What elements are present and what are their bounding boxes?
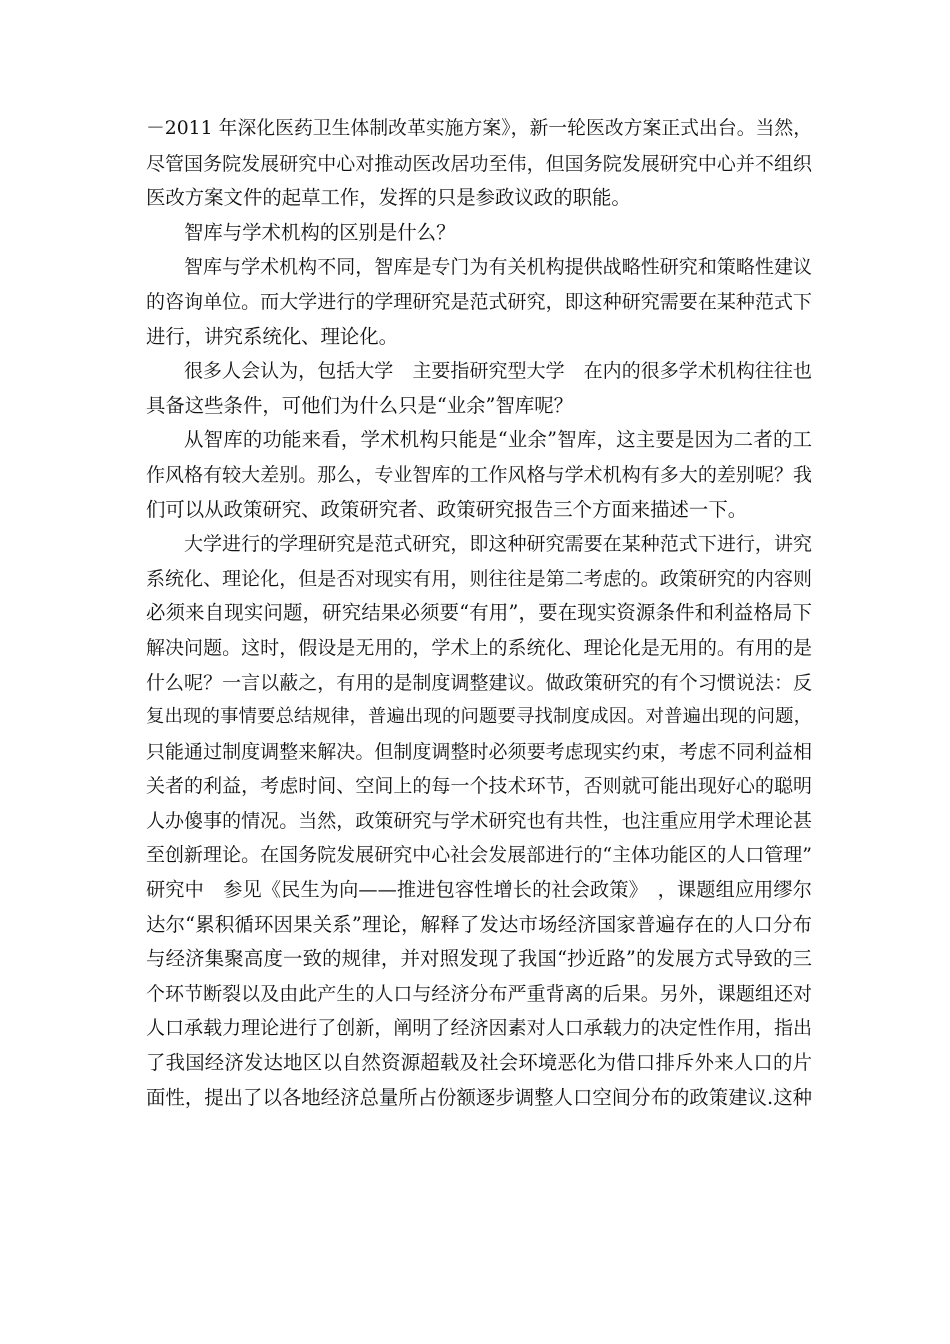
text-line: 人办傻事的情况。当然，政策研究与学术研究也有共性，也注重应用学术理论甚 <box>146 809 812 832</box>
text-line: 的咨询单位。而大学进行的学理研究是范式研究，即这种研究需要在某种范式下 <box>146 290 812 313</box>
paragraph <box>146 250 812 354</box>
text-line: 医改方案文件的起草工作，发挥的只是参政议政的职能。 <box>146 186 631 210</box>
text-line: 具备这些条件，可他们为什么只是“业余”智库呢？ <box>146 393 574 417</box>
text-line: 了我国经济发达地区以自然资源超载及社会环境恶化为借口排斥外来人口的片 <box>146 1051 812 1075</box>
text-line: 个环节断裂以及由此产生的人口与经济分布严重背离的后果。另外，课题组还对 <box>146 982 812 1005</box>
text-line: 系统化、理论化，但是否对现实有用，则往往是第二考虑的。政策研究的内容则 <box>146 567 812 590</box>
text-line: 人口承载力理论进行了创新，阐明了经济因素对人口承载力的决定性作用，指出 <box>146 1017 812 1040</box>
paragraph <box>146 527 812 1115</box>
text-line: 尽管国务院发展研究中心对推动医改居功至伟，但国务院发展研究中心并不组织 <box>146 152 812 175</box>
text-line: 达尔“累积循环因果关系”理论，解释了发达市场经济国家普遍存在的人口分布 <box>146 912 812 936</box>
text-line: 只能通过制度调整来解决。但制度调整时必须要考虑现实约束，考虑不同利益相 <box>146 740 812 763</box>
paragraph <box>146 354 812 423</box>
text-line: 从智库的功能来看，学术机构只能是“业余”智库，这主要是因为二者的工 <box>184 428 812 452</box>
paragraph <box>146 216 812 251</box>
text-line: 面性，提出了以各地经济总量所占份额逐步调整人口空间分布的政策建议.这种 <box>146 1085 812 1109</box>
text-line: 关者的利益，考虑时间、空间上的每一个技术环节，否则就可能出现好心的聪明 <box>146 775 812 798</box>
text-line: 什么呢？一言以蔽之，有用的是制度调整建议。做政策研究的有个习惯说法：反 <box>146 671 812 694</box>
text-line: 至创新理论。在国务院发展研究中心社会发展部进行的“主体功能区的人口管理” <box>146 844 812 867</box>
paragraph <box>146 112 812 216</box>
text-line: 复出现的事情要总结规律，普遍出现的问题要寻找制度成因。对普遍出现的问题， <box>146 706 812 728</box>
text-line: 必须来自现实问题，研究结果必须要“有用”，要在现实资源条件和利益格局下 <box>146 601 812 625</box>
text-line: 解决问题。这时，假设是无用的，学术上的系统化、理论化是无用的。有用的是 <box>146 636 812 659</box>
text-line: 大学进行的学理研究是范式研究，即这种研究需要在某种范式下进行，讲究 <box>184 533 812 556</box>
text-line: 很多人会认为，包括大学 主要指研究型大学 在内的很多学术机构往往也 <box>184 360 812 383</box>
paragraph <box>146 423 812 527</box>
text-line: 智库与学术机构的区别是什么？ <box>184 220 456 244</box>
text-line: －2011 年深化医药卫生体制改革实施方案》，新一轮医改方案正式出台。当然， <box>146 118 812 139</box>
text-line: 与经济集聚高度一致的规律，并对照发现了我国“抄近路”的发展方式导致的三 <box>146 947 812 971</box>
text-line: 们可以从政策研究、政策研究者、政策研究报告三个方面来描述一下。 <box>146 497 748 521</box>
text-line: 研究中 参见《民生为向——推进包容性增长的社会政策》 ，课题组应用缪尔 <box>146 878 812 902</box>
document-page <box>146 112 812 1115</box>
text-line: 进行，讲究系统化、理论化。 <box>146 324 399 348</box>
text-line: 作风格有较大差别。那么，专业智库的工作风格与学术机构有多大的差别呢？我 <box>146 463 812 486</box>
text-line: 智库与学术机构不同，智库是专门为有关机构提供战略性研究和策略性建议 <box>184 256 812 279</box>
